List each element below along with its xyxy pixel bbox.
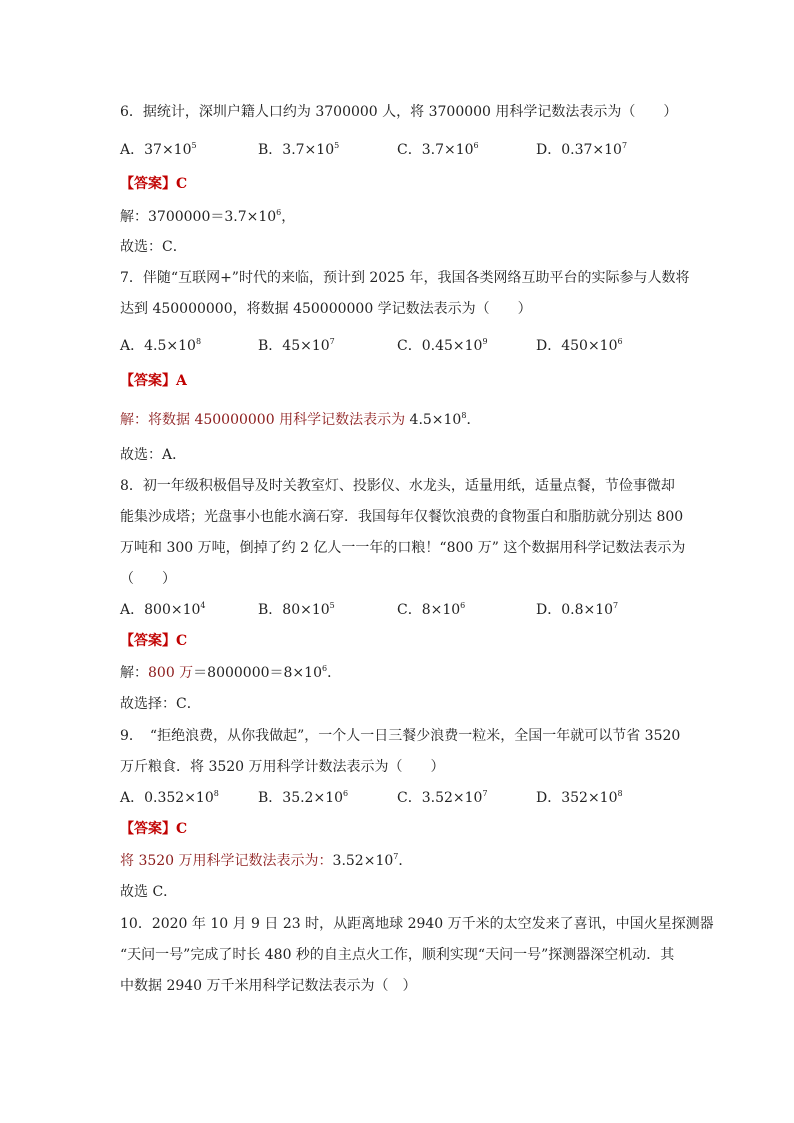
- option-label: C．: [397, 602, 422, 618]
- option-label: D．: [536, 338, 562, 354]
- answer-value: A: [176, 373, 187, 389]
- option-base: 45×10: [282, 338, 330, 354]
- option-exp: 5: [334, 141, 340, 150]
- option-exp: 8: [617, 789, 623, 798]
- q7-solution: [120, 410, 480, 430]
- option-base: 37×10: [144, 142, 192, 158]
- solution-end: ．: [398, 853, 413, 869]
- solution-prefix: 解：将数据: [120, 412, 195, 428]
- q7-answer: [120, 371, 187, 391]
- solution-red: 450000000: [194, 412, 275, 428]
- answer-value: C: [176, 176, 188, 192]
- solution-exp: 7: [393, 852, 399, 861]
- q6-option-a[interactable]: [120, 140, 197, 160]
- q6-option-c[interactable]: [397, 140, 479, 160]
- solution-end: ，: [281, 209, 296, 225]
- option-base: 0.352×10: [144, 790, 214, 806]
- q8-option-c[interactable]: [397, 600, 465, 620]
- option-label: D．: [536, 602, 562, 618]
- option-label: A．: [120, 338, 145, 354]
- q9-option-d[interactable]: [536, 788, 623, 808]
- option-base: 3.7×10: [421, 142, 474, 158]
- q9-stem-line1: 9． “拒绝浪费，从你我做起”，一个人一日三餐少浪费一粒米，全国一年就可以节省 3520: [120, 728, 681, 744]
- option-base: 800×10: [144, 602, 201, 618]
- q6-stem: 6．据统计，深圳户籍人口约为 3700000 人，将 3700000 用科学记数法表示为（ ）: [120, 104, 678, 120]
- q7-stem-line2: 达到 450000000，将数据 450000000 学记数法表示为（ ）: [120, 301, 532, 317]
- option-base: 352×10: [561, 790, 618, 806]
- option-label: A．: [120, 142, 145, 158]
- q8-conclusion: 故选择：C．: [120, 696, 201, 712]
- option-exp: 6: [617, 337, 623, 346]
- q10-stem-line1: 10．2020 年 10 月 9 日 23 时，从距离地球 2940 万千米的太空发来了喜讯，中国火星探测器: [120, 916, 714, 932]
- solution-end: ．: [327, 665, 342, 681]
- q9-option-b[interactable]: [258, 788, 348, 808]
- q8-solution: [120, 663, 341, 683]
- option-base: 0.45×10: [421, 338, 483, 354]
- answer-value: C: [176, 633, 188, 649]
- solution-prefix: 将: [120, 853, 139, 869]
- q8-option-b[interactable]: [258, 600, 335, 620]
- q7-option-c[interactable]: [397, 336, 488, 356]
- option-label: C．: [397, 338, 422, 354]
- q8-stem-line1: 8．初一年级积极倡导及时关教室灯、投影仪、水龙头，适量用纸，适量点餐，节俭事微却: [120, 478, 675, 494]
- option-exp: 7: [329, 337, 335, 346]
- answer-tag: 【答案】: [120, 373, 176, 389]
- solution-prefix: 解：: [120, 665, 148, 681]
- option-label: B．: [258, 602, 283, 618]
- solution-body: ＝8000000＝8×10: [193, 665, 322, 681]
- option-base: 3.7×10: [282, 142, 335, 158]
- q6-solution: [120, 207, 295, 227]
- option-exp: 5: [329, 601, 335, 610]
- solution-prefix: 解：: [120, 209, 148, 225]
- answer-tag: 【答案】: [120, 633, 176, 649]
- q7-option-a[interactable]: [120, 336, 201, 356]
- option-exp: 7: [613, 601, 619, 610]
- option-base: 8×10: [421, 602, 461, 618]
- option-base: 0.8×10: [561, 602, 614, 618]
- option-label: C．: [397, 790, 422, 806]
- q8-stem-line2: 能集沙成塔；光盘事小也能水滴石穿．我国每年仅餐饮浪费的食物蛋白和脂肪就分别达 800: [120, 509, 684, 525]
- solution-red: 3520 万用科学记数法表示为：: [138, 853, 333, 869]
- q6-conclusion: 故选：C．: [120, 239, 187, 255]
- q9-option-c[interactable]: [397, 788, 488, 808]
- q8-option-d[interactable]: [536, 600, 618, 620]
- solution-body: 3.52×10: [332, 853, 394, 869]
- option-base: 0.37×10: [561, 142, 622, 158]
- q6-answer: [120, 174, 187, 194]
- option-exp: 5: [191, 141, 197, 150]
- option-label: B．: [258, 142, 283, 158]
- solution-exp: 6: [276, 208, 282, 217]
- option-label: B．: [258, 790, 283, 806]
- q7-option-b[interactable]: [258, 336, 335, 356]
- option-exp: 7: [621, 141, 628, 150]
- option-base: 80×10: [282, 602, 330, 618]
- q9-option-a[interactable]: [120, 788, 219, 808]
- option-label: B．: [258, 338, 283, 354]
- option-exp: 6: [343, 789, 349, 798]
- option-base: 4.5×10: [144, 338, 196, 354]
- solution-body: 4.5×10: [409, 412, 462, 428]
- option-label: A．: [120, 790, 145, 806]
- option-exp: 9: [482, 337, 488, 346]
- q10-stem-line2: “天问一号”完成了时长 480 秒的自主点火工作，顺利实现“天问一号”探测器深空机动．其: [120, 947, 675, 963]
- option-exp: 6: [460, 601, 466, 610]
- solution-exp: 6: [321, 664, 328, 673]
- q7-stem-line1: 7．伴随“互联网+”时代的来临，预计到 2025 年，我国各类网络互助平台的实际参与人数将: [120, 270, 690, 286]
- option-base: 35.2×10: [282, 790, 344, 806]
- answer-tag: 【答案】: [120, 821, 176, 837]
- q9-answer: [120, 819, 187, 839]
- option-base: 3.52×10: [421, 790, 483, 806]
- option-exp: 8: [213, 789, 219, 798]
- answer-tag: 【答案】: [120, 176, 176, 192]
- q6-option-b[interactable]: [258, 140, 339, 160]
- option-exp: 6: [473, 141, 479, 150]
- q10-stem-line3: 中数据 2940 万千米用科学记数法表示为（ ）: [120, 978, 417, 994]
- solution-mid: 用科学记数法表示为: [274, 412, 410, 428]
- option-base: 450×10: [561, 338, 618, 354]
- option-exp: 8: [195, 337, 202, 346]
- solution-exp: 8: [461, 411, 467, 420]
- solution-red: 800 万: [148, 665, 194, 681]
- q7-option-d[interactable]: [536, 336, 623, 356]
- option-label: C．: [397, 142, 422, 158]
- q8-stem-line3: 万吨和 300 万吨，倒掉了约 2 亿人一一年的口粮！“800 万” 这个数据用科学记数法表示为: [120, 540, 686, 556]
- q8-stem-line4: （ ）: [120, 571, 176, 587]
- q9-conclusion: 故选 C．: [120, 884, 178, 900]
- q9-stem-line2: 万斤粮食．将 3520 万用科学计数法表示为（ ）: [120, 759, 445, 775]
- q8-answer: [120, 631, 187, 651]
- q6-option-d[interactable]: [536, 140, 627, 160]
- option-exp: 7: [482, 789, 488, 798]
- option-label: D．: [536, 790, 562, 806]
- option-label: D．: [536, 142, 562, 158]
- solution-end: ．: [466, 412, 481, 428]
- option-exp: 4: [200, 601, 206, 610]
- q9-solution: [120, 851, 412, 871]
- solution-body: 3700000＝3.7×10: [148, 209, 277, 225]
- q8-option-a[interactable]: [120, 600, 206, 620]
- answer-value: C: [176, 821, 188, 837]
- option-label: A．: [120, 602, 145, 618]
- q7-conclusion: 故选：A．: [120, 447, 187, 463]
